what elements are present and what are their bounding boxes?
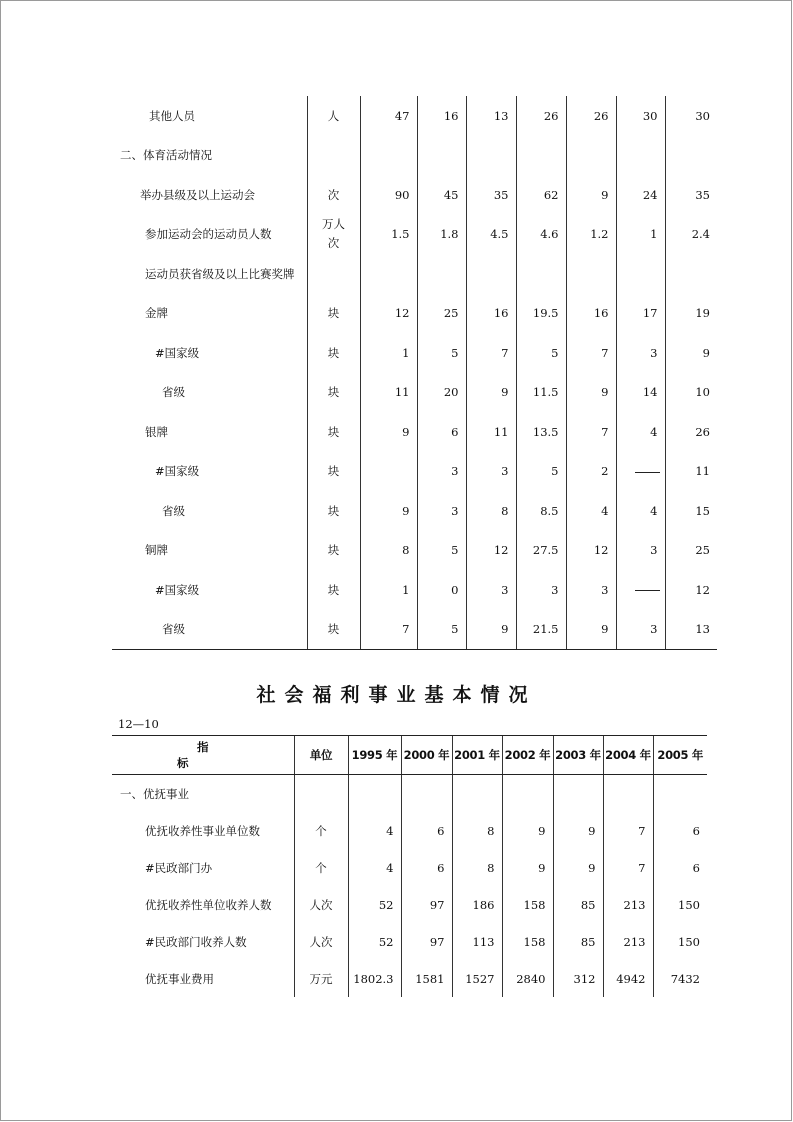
row-indicator: 优抚收养性单位收养人数 [145,897,272,912]
row-value: 7 [603,849,653,886]
header-year: 2001 年 [452,736,502,775]
row-value [502,775,553,813]
row-unit: 人 [307,96,360,136]
row-value: 21.5 [516,610,566,650]
row-value: 5 [417,333,466,373]
table-row [112,333,717,373]
row-value: 4 [616,412,665,452]
row-value: 9 [466,610,516,650]
row-value: 7 [603,812,653,849]
dash-mark [635,472,660,473]
row-unit: 块 [307,373,360,413]
row-unit: 个 [294,849,348,886]
table-row [112,610,717,650]
row-value: 1581 [401,960,452,997]
table-row [112,886,707,923]
row-value: 6 [653,812,707,849]
row-value: 52 [348,923,401,960]
table-row [112,215,717,255]
row-value: 7 [360,610,417,650]
row-indicator: 参加运动会的运动员人数 [145,227,272,242]
row-indicator: 省级 [162,503,185,518]
row-unit: 块 [307,531,360,571]
row-value: 7432 [653,960,707,997]
row-unit: 块 [307,412,360,452]
row-value: 1.5 [360,215,417,255]
table-row [112,175,717,215]
header-year: 2002 年 [502,736,553,775]
row-value: 97 [401,886,452,923]
row-value: 35 [665,175,717,215]
row-value [665,254,717,294]
header-year: 2003 年 [553,736,603,775]
row-value: 12 [360,294,417,334]
row-value: 9 [566,175,616,215]
row-value: 3 [466,452,516,492]
row-value: 26 [665,412,717,452]
row-value: 4 [348,812,401,849]
row-indicator: #民政部门办 [145,860,213,875]
row-value: 5 [417,531,466,571]
row-value: 8 [466,491,516,531]
row-value [466,136,516,176]
row-value: 9 [502,812,553,849]
row-value: 25 [417,294,466,334]
row-value: 2840 [502,960,553,997]
row-value: 213 [603,886,653,923]
row-value: 9 [566,610,616,650]
row-indicator: 举办县级及以上运动会 [140,187,255,202]
row-indicator: 一、优抚事业 [120,786,189,801]
row-value: 4 [348,849,401,886]
row-value [516,254,566,294]
row-indicator: 运动员获省级及以上比赛奖牌 [145,266,295,281]
row-indicator: 优抚收养性事业单位数 [145,823,260,838]
row-value: 3 [417,452,466,492]
row-value [417,254,466,294]
table-row [112,849,707,886]
row-value: 1.2 [566,215,616,255]
row-value: 6 [401,812,452,849]
row-indicator: #国家级 [155,582,200,597]
row-value: 97 [401,923,452,960]
row-value: 14 [616,373,665,413]
row-value: 26 [566,96,616,136]
row-value [360,452,417,492]
table-row [112,923,707,960]
row-value: 113 [452,923,502,960]
row-value: 5 [417,610,466,650]
row-value: 6 [417,412,466,452]
row-indicator: 省级 [162,385,185,400]
row-value [665,136,717,176]
row-value [360,136,417,176]
row-unit: 万元 [294,960,348,997]
header-row [112,736,707,775]
row-value: 312 [553,960,603,997]
table-row [112,775,707,813]
row-value: 3 [566,570,616,610]
row-value: 6 [653,849,707,886]
row-value: 4.5 [466,215,516,255]
row-value [616,570,665,610]
row-unit: 块 [307,610,360,650]
row-unit: 块 [307,491,360,531]
row-unit: 个 [294,812,348,849]
row-value [401,775,452,813]
row-value: 30 [665,96,717,136]
table-row [112,294,717,334]
row-unit: 人次 [294,923,348,960]
table-row [112,412,717,452]
row-value: 9 [502,849,553,886]
row-value: 62 [516,175,566,215]
row-value: 4 [616,491,665,531]
row-indicator: #国家级 [155,345,200,360]
row-value [466,254,516,294]
row-value: 5 [516,333,566,373]
row-value: 2.4 [665,215,717,255]
row-value: 8 [452,849,502,886]
row-value: 9 [566,373,616,413]
header-indicator: 指 标 [112,736,294,775]
row-value: 16 [566,294,616,334]
row-value: 3 [616,610,665,650]
row-value: 1 [360,570,417,610]
row-indicator: 优抚事业费用 [145,971,214,986]
row-value: 25 [665,531,717,571]
row-indicator: #民政部门收养人数 [145,934,247,949]
dash-mark [635,590,660,591]
section-title: 社会福利事业基本情况 [256,684,537,706]
row-value: 158 [502,923,553,960]
row-value: 20 [417,373,466,413]
row-value: 9 [466,373,516,413]
row-value: 1.8 [417,215,466,255]
row-value [566,254,616,294]
row-value: 10 [665,373,717,413]
row-unit: 次 [307,175,360,215]
row-value: 9 [360,412,417,452]
row-value: 158 [502,886,553,923]
row-value: 213 [603,923,653,960]
row-value [616,254,665,294]
row-value: 7 [566,333,616,373]
row-value: 13 [466,96,516,136]
row-value: 15 [665,491,717,531]
row-unit: 万人次 [307,215,360,255]
row-unit: 块 [307,452,360,492]
row-value: 8 [360,531,417,571]
row-value [452,775,502,813]
row-value: 3 [516,570,566,610]
row-value: 1 [616,215,665,255]
social-welfare-table [112,735,707,997]
row-value: 52 [348,886,401,923]
row-value: 1802.3 [348,960,401,997]
row-value [616,136,665,176]
row-value [417,136,466,176]
header-unit: 单位 [294,736,348,775]
table-row [112,531,717,571]
row-value: 30 [616,96,665,136]
row-value: 4.6 [516,215,566,255]
sports-stats-table-continued [112,96,717,650]
row-value [616,452,665,492]
row-indicator: 金牌 [145,306,168,321]
row-value: 13.5 [516,412,566,452]
row-value: 9 [665,333,717,373]
header-year: 1995 年 [348,736,401,775]
row-value: 11 [665,452,717,492]
table-row [112,570,717,610]
row-value: 1527 [452,960,502,997]
row-value: 9 [553,849,603,886]
row-value: 6 [401,849,452,886]
table-row [112,254,717,294]
row-indicator: 二、体育活动情况 [120,148,212,163]
row-value: 47 [360,96,417,136]
table-row [112,452,717,492]
row-value: 17 [616,294,665,334]
row-value: 150 [653,923,707,960]
row-value: 11.5 [516,373,566,413]
row-value: 24 [616,175,665,215]
row-value: 16 [417,96,466,136]
table-row [112,136,717,176]
row-unit: 块 [307,333,360,373]
row-indicator: 省级 [112,610,307,650]
header-year: 2005 年 [653,736,707,775]
table-row [112,960,707,997]
row-value: 8.5 [516,491,566,531]
row-value: 5 [516,452,566,492]
row-value: 19.5 [516,294,566,334]
row-indicator: #国家级 [155,464,200,479]
row-unit [307,136,360,176]
table-row [112,812,707,849]
row-value: 19 [665,294,717,334]
header-year: 2000 年 [401,736,452,775]
row-value [516,136,566,176]
row-value: 26 [516,96,566,136]
row-value: 35 [466,175,516,215]
row-value: 12 [566,531,616,571]
header-year: 2004 年 [603,736,653,775]
row-indicator: 其他人员 [149,108,195,123]
row-value: 85 [553,886,603,923]
row-value: 11 [466,412,516,452]
row-value: 1 [360,333,417,373]
row-indicator: 铜牌 [145,543,168,558]
table-row [112,373,717,413]
row-value: 150 [653,886,707,923]
row-value: 3 [616,531,665,571]
row-value: 45 [417,175,466,215]
row-value [553,775,603,813]
row-value: 3 [417,491,466,531]
row-value: 90 [360,175,417,215]
row-value: 9 [360,491,417,531]
row-value [566,136,616,176]
row-value: 13 [665,610,717,650]
row-unit: 块 [307,570,360,610]
row-value: 8 [452,812,502,849]
row-indicator: 银牌 [145,424,168,439]
row-value: 186 [452,886,502,923]
row-unit [307,254,360,294]
row-value: 0 [417,570,466,610]
row-value: 2 [566,452,616,492]
table-number: 12—10 [118,717,159,731]
row-value [360,254,417,294]
row-value: 3 [466,570,516,610]
row-value: 7 [466,333,516,373]
row-value: 11 [360,373,417,413]
row-value: 7 [566,412,616,452]
row-value: 4942 [603,960,653,997]
row-value: 27.5 [516,531,566,571]
row-value: 3 [616,333,665,373]
row-unit: 人次 [294,886,348,923]
row-value: 4 [566,491,616,531]
row-value: 12 [466,531,516,571]
row-value [348,775,401,813]
row-value: 9 [553,812,603,849]
table-row [112,491,717,531]
row-value: 85 [553,923,603,960]
row-unit: 块 [307,294,360,334]
row-value: 16 [466,294,516,334]
row-value: 12 [665,570,717,610]
table-row [112,96,717,136]
row-value [603,775,653,813]
row-unit [294,775,348,813]
row-value [653,775,707,813]
